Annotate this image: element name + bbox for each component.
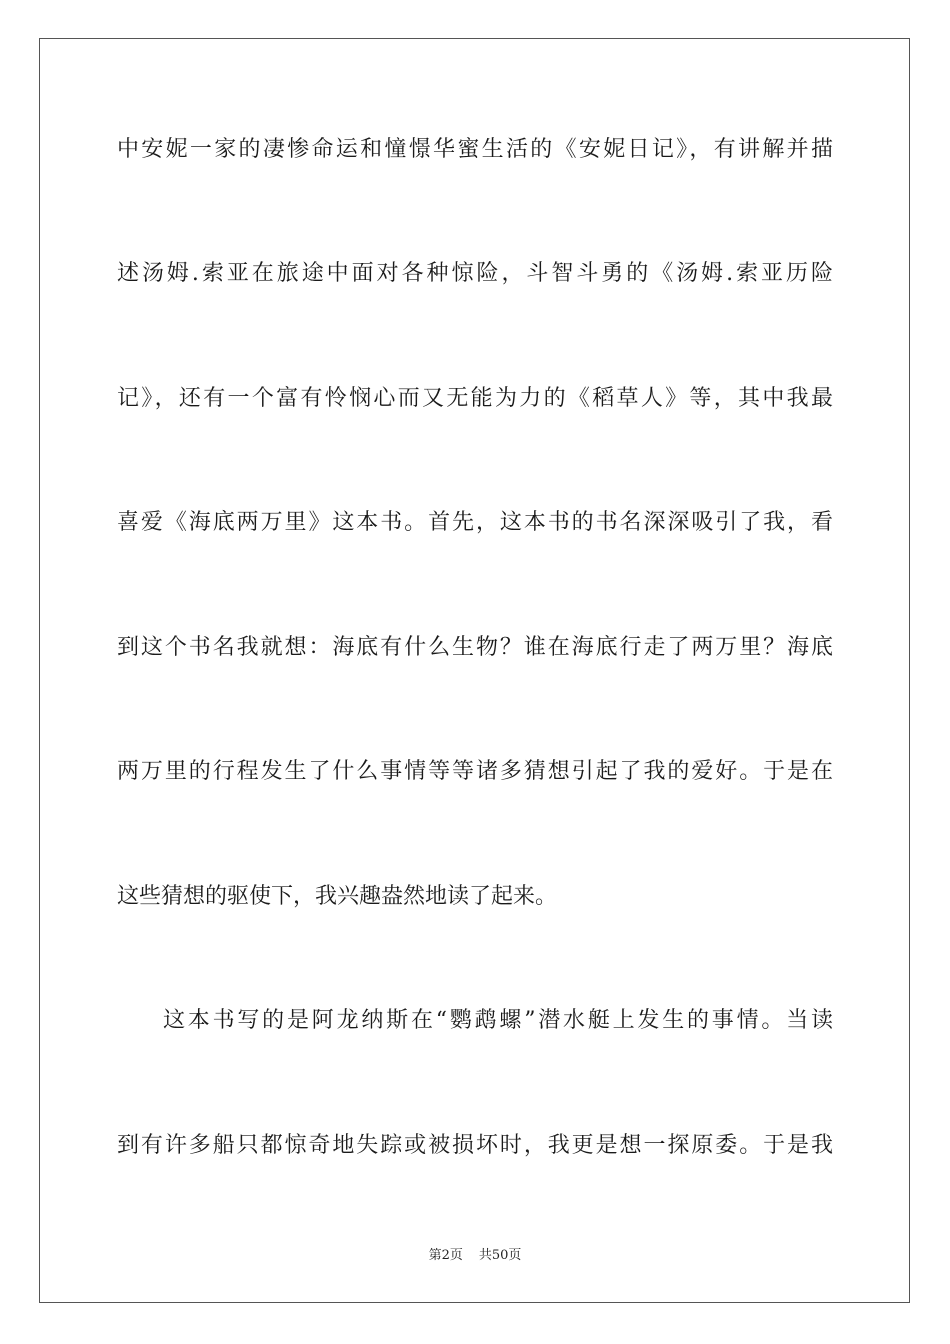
- text-line-3: 记》，还有一个富有怜悯心而又无能为力的《稻草人》等，其中我最: [117, 386, 833, 411]
- text-line-9: 到有许多船只都惊奇地失踪或被损坏时，我更是想一探原委。于是我: [117, 1133, 833, 1158]
- text-line-1: 中安妮一家的凄惨命运和憧憬华蜜生活的《安妮日记》，有讲解并描: [117, 137, 833, 162]
- text-line-6: 两万里的行程发生了什么事情等等诸多猜想引起了我的爱好。于是在: [117, 759, 833, 784]
- page-number: 第2页: [428, 1248, 463, 1263]
- text-line-5: 到这个书名我就想：海底有什么生物？谁在海底行走了两万里？海底: [117, 635, 833, 660]
- text-line-2: 述汤姆.索亚在旅途中面对各种惊险，斗智斗勇的《汤姆.索亚历险: [117, 261, 833, 286]
- page-border: [39, 38, 910, 1303]
- text-line-8: 这本书写的是阿龙纳斯在“鹦鹉螺”潜水艇上发生的事情。当读: [163, 1008, 833, 1033]
- page-total: 共50页: [478, 1248, 522, 1263]
- text-line-7: 这些猜想的驱使下，我兴趣盎然地读了起来。: [117, 884, 558, 909]
- text-line-4: 喜爱《海底两万里》这本书。首先，这本书的书名深深吸引了我，看: [117, 510, 833, 535]
- page-footer: [0, 1244, 950, 1263]
